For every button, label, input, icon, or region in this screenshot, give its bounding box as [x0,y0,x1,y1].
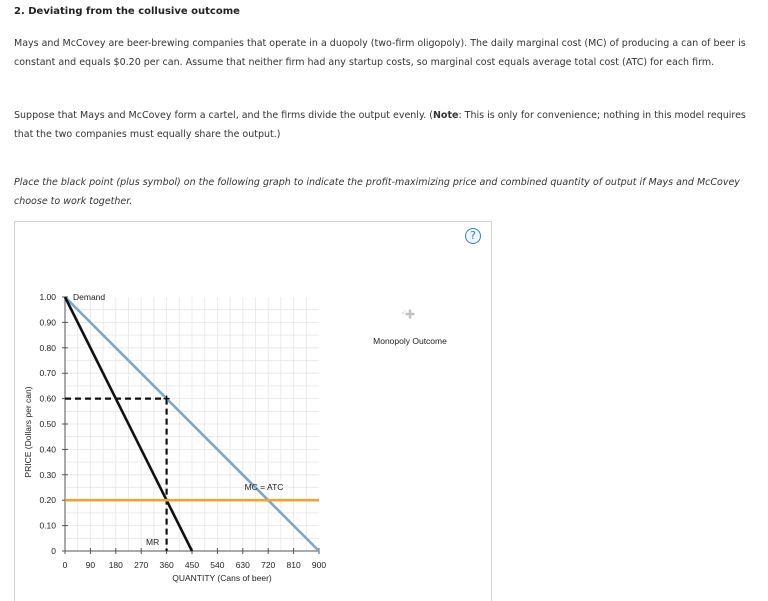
x-tick-label: 540 [210,560,225,570]
plus-icon-stem[interactable] [409,310,411,319]
problem-statement: Mays and McCovey are beer-brewing companies that operate in a duopoly (two-firm oligopoly). The daily marginal cost (MC) of producing a can of beer is constant and equals $0.20 per can. Assume that neither firm had any startup costs, so marginal cost equals average total cost (ATC) for each firm. [14,38,746,68]
y-tick-label: 0.30 [39,469,56,480]
help-button[interactable]: ? [465,228,481,244]
y-tick-label: 0.90 [39,317,56,328]
x-tick-label: 360 [159,560,174,570]
note-label: Note [432,110,459,121]
x-tick-label: 900 [311,560,327,570]
question-heading: 2. Deviating from the collusive outcome [14,6,240,17]
y-tick-label: 0.60 [39,393,56,404]
y-tick-label: 0.70 [39,368,56,379]
mr-label: MR [146,537,160,547]
plus-icon-dot [402,312,404,314]
x-tick-label: 720 [261,560,276,570]
y-tick-label: 0.80 [39,342,56,353]
cartel-text-b: : This is only for convenience; nothing in this model requires that the two companies must equally share the output.) [14,110,746,140]
labels [23,292,283,583]
x-tick-label: 180 [108,560,123,570]
mc-atc-label: MC = ATC [244,482,284,493]
plus-icon-dot [404,310,405,311]
x-axis-label: QUANTITY (Cans of beer) [172,573,272,583]
monopoly-outcome-label: Monopoly Outcome [373,336,447,346]
graph-instruction: Place the black point (plus symbol) on the following graph to indicate the profit-maximizing price and combined quantity of output if Mays and McCovey choose to work together. [14,177,740,207]
x-tick-label: 0 [62,560,68,570]
x-tick-label: 810 [286,560,301,570]
y-tick-label: 1.00 [39,292,56,302]
x-tick-label: 270 [134,560,149,570]
x-tick-label: 630 [235,560,250,570]
demand-label: Demand [73,292,106,302]
y-tick-label: 0.10 [39,520,56,531]
monopoly-outcome-tool[interactable] [373,310,447,347]
y-tick-label: 0.40 [39,444,56,455]
cartel-text-a: Suppose that Mays and McCovey form a cartel, and the firms divide the output evenly. ( [14,110,433,121]
x-tick-label: 450 [184,560,200,570]
y-tick-label: 0.20 [39,495,56,506]
y-axis-label: PRICE (Dollars per can) [23,386,33,478]
y-tick-label: 0 [51,546,56,556]
x-tick-label: 90 [85,560,96,570]
y-tick-label: 0.50 [39,419,56,429]
